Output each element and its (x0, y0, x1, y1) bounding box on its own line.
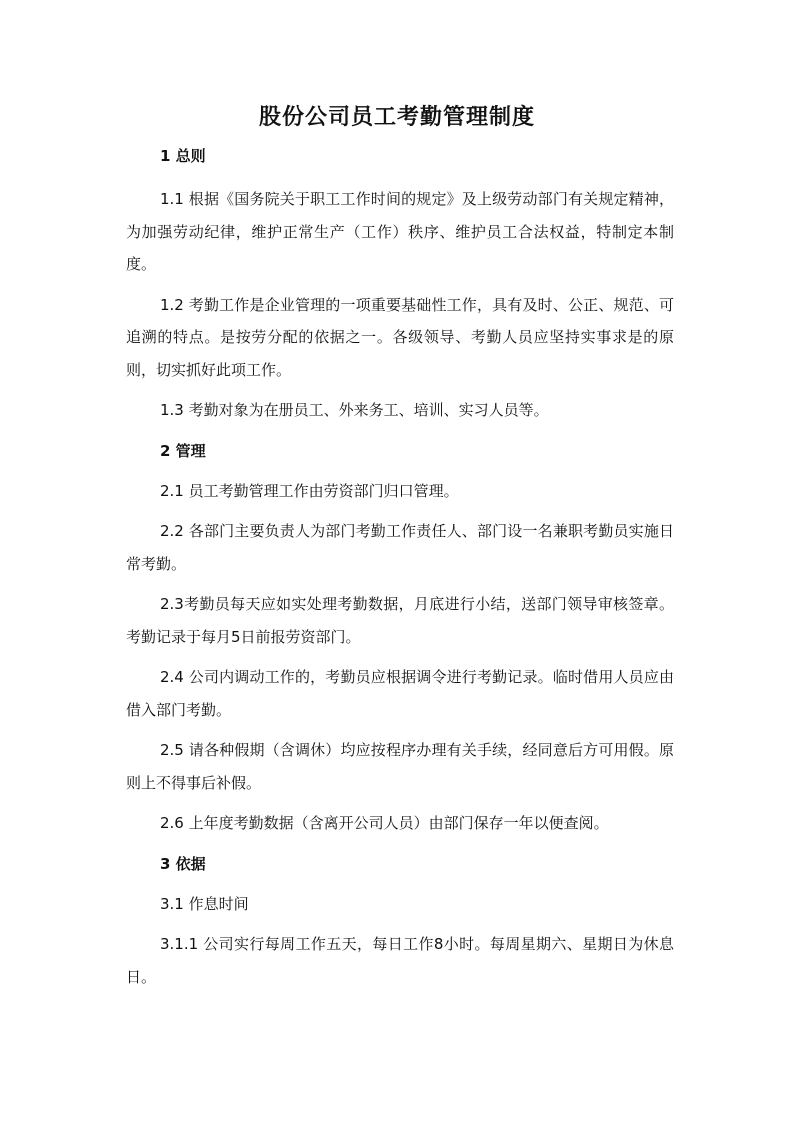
document-body (126, 146, 674, 993)
paragraph-2-5: 2.5 请各种假期（含调休）均应按程序办理有关手续，经同意后方可用假。原则上不得事后补假。 (126, 741, 674, 792)
paragraph-1-1: 1.1 根据《国务院关于职工工作时间的规定》及上级劳动部门有关规定精神，为加强劳动纪律，维护正常生产（工作）秩序、维护员工合法权益，特制定本制度。 (126, 190, 674, 273)
paragraph-2-6: 2.6 上年度考勤数据（含离开公司人员）由部门保存一年以便查阅。 (160, 814, 609, 832)
paragraph-3-1: 3.1 作息时间 (160, 894, 249, 913)
section-heading-general: 1 总则 (160, 147, 206, 165)
paragraph-1-2: 1.2 考勤工作是企业管理的一项重要基础性工作，具有及时、公正、规范、可追溯的特点。是按劳分配的依据之一。各级领导、考勤人员应坚持实事求是的原则，切实抓好此项工作。 (126, 295, 674, 379)
paragraph-2-3: 2.3考勤员每天应如实处理考勤数据，月底进行小结，送部门领导审核签章。考勤记录于每月5日前报劳资部门。 (126, 595, 674, 646)
document-title: 股份公司员工考勤管理制度 (258, 104, 535, 130)
paragraph-1-3: 1.3 考勤对象为在册员工、外来务工、培训、实习人员等。 (160, 401, 549, 419)
paragraph-2-2: 2.2 各部门主要负责人为部门考勤工作责任人、部门设一名兼职考勤员实施日常考勤。 (126, 522, 674, 573)
paragraph-2-4: 2.4 公司内调动工作的，考勤员应根据调令进行考勤记录。临时借用人员应由借入部门考勤。 (126, 668, 674, 719)
paragraph-3-1-1: 3.1.1 公司实行每周工作五天，每日工作8小时。每周星期六、星期日为休息日。 (126, 935, 674, 986)
paragraph-2-1: 2.1 员工考勤管理工作由劳资部门归口管理。 (160, 481, 459, 500)
section-heading-management: 2 管理 (160, 441, 206, 460)
section-heading-basis: 3 依据 (160, 854, 206, 873)
